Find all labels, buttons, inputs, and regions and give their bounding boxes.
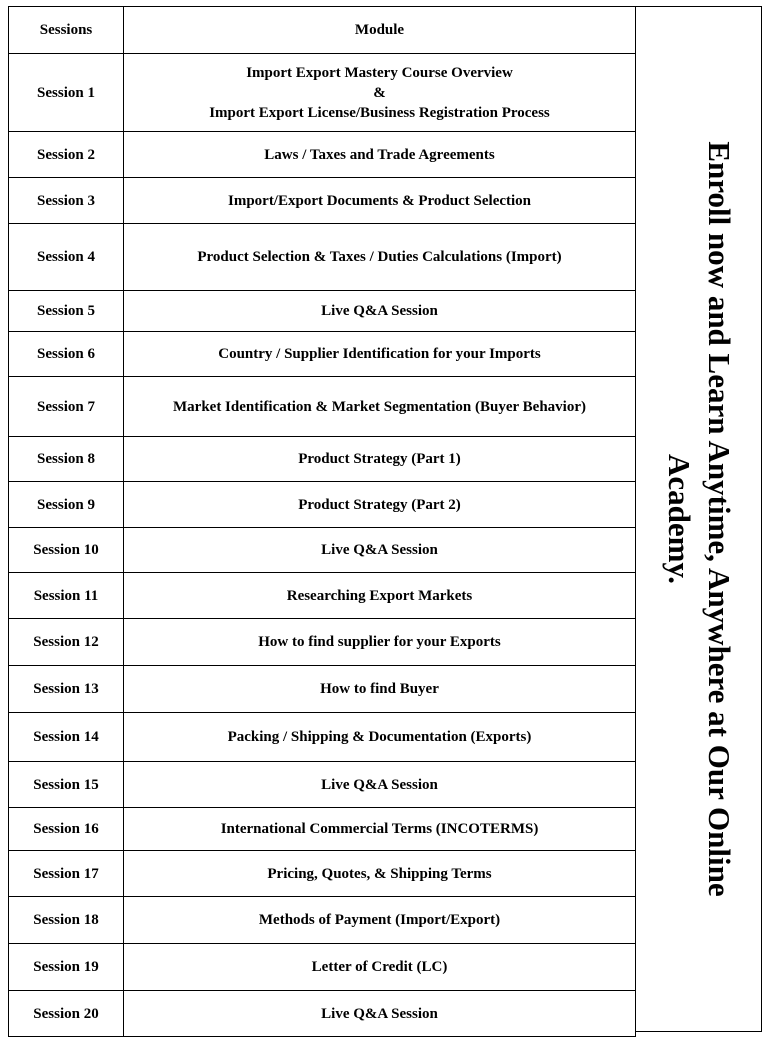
sessions-column-header: Sessions: [9, 7, 124, 54]
session-cell: Session 2: [9, 132, 124, 178]
module-cell: [124, 54, 636, 132]
table-row: [9, 332, 636, 377]
session-cell: Session 20: [9, 991, 124, 1037]
module-cell: Market Identification & Market Segmentation (Buyer Behavior): [124, 377, 636, 437]
module-cell: Live Q&A Session: [124, 762, 636, 808]
table-row: [9, 528, 636, 573]
session-cell: Session 7: [9, 377, 124, 437]
module-cell: International Commercial Terms (INCOTERMS): [124, 808, 636, 851]
session-cell: Session 17: [9, 851, 124, 897]
table-row: [9, 944, 636, 991]
session-cell: Session 15: [9, 762, 124, 808]
sessions-table: [8, 6, 636, 1037]
module-cell: Product Selection & Taxes / Duties Calculations (Import): [124, 224, 636, 291]
module-cell: Researching Export Markets: [124, 573, 636, 619]
module-cell: Product Strategy (Part 1): [124, 437, 636, 482]
module-cell: Packing / Shipping & Documentation (Exports): [124, 713, 636, 762]
session-cell: Session 18: [9, 897, 124, 944]
module-cell: How to find Buyer: [124, 666, 636, 713]
session-cell: Session 19: [9, 944, 124, 991]
table-row: [9, 178, 636, 224]
sessions-table-body: [9, 54, 636, 1037]
module-cell: Country / Supplier Identification for your Imports: [124, 332, 636, 377]
session-cell: Session 9: [9, 482, 124, 528]
table-row: [9, 713, 636, 762]
enroll-banner-line: Academy.: [661, 453, 697, 584]
table-row: [9, 54, 636, 132]
module-cell: Letter of Credit (LC): [124, 944, 636, 991]
session-cell: Session 3: [9, 178, 124, 224]
table-row: [9, 666, 636, 713]
session-cell: Session 14: [9, 713, 124, 762]
module-line: Import Export Mastery Course Overview: [246, 64, 513, 81]
session-cell: Session 11: [9, 573, 124, 619]
table-row: [9, 573, 636, 619]
table-row: [9, 897, 636, 944]
module-cell: Laws / Taxes and Trade Agreements: [124, 132, 636, 178]
table-row: [9, 482, 636, 528]
table-row: [9, 377, 636, 437]
session-cell: Session 4: [9, 224, 124, 291]
module-line: Import Export License/Business Registration Process: [209, 104, 550, 121]
table-row: [9, 437, 636, 482]
module-cell: Live Q&A Session: [124, 291, 636, 332]
module-column-header: Module: [124, 7, 636, 54]
table-row: [9, 224, 636, 291]
session-cell: Session 16: [9, 808, 124, 851]
table-row: [9, 991, 636, 1037]
module-cell: Methods of Payment (Import/Export): [124, 897, 636, 944]
table-row: [9, 808, 636, 851]
enroll-banner-text: [659, 19, 739, 1019]
module-cell: How to find supplier for your Exports: [124, 619, 636, 666]
module-cell: Import/Export Documents & Product Selection: [124, 178, 636, 224]
session-cell: Session 5: [9, 291, 124, 332]
session-cell: Session 13: [9, 666, 124, 713]
course-schedule: [8, 6, 764, 1035]
table-row: [9, 762, 636, 808]
session-cell: Session 8: [9, 437, 124, 482]
session-cell: Session 1: [9, 54, 124, 132]
module-cell: Live Q&A Session: [124, 528, 636, 573]
module-cell: Pricing, Quotes, & Shipping Terms: [124, 851, 636, 897]
module-cell: Product Strategy (Part 2): [124, 482, 636, 528]
module-line: &: [373, 84, 386, 101]
table-row: [9, 851, 636, 897]
session-cell: Session 10: [9, 528, 124, 573]
module-cell: Live Q&A Session: [124, 991, 636, 1037]
table-row: [9, 619, 636, 666]
table-row: [9, 291, 636, 332]
enroll-banner: [636, 6, 762, 1032]
table-row: [9, 132, 636, 178]
session-cell: Session 12: [9, 619, 124, 666]
session-cell: Session 6: [9, 332, 124, 377]
enroll-banner-line: Enroll now and Learn Anytime, Anywhere at Our Online: [701, 141, 737, 897]
table-header-row: [9, 7, 636, 54]
